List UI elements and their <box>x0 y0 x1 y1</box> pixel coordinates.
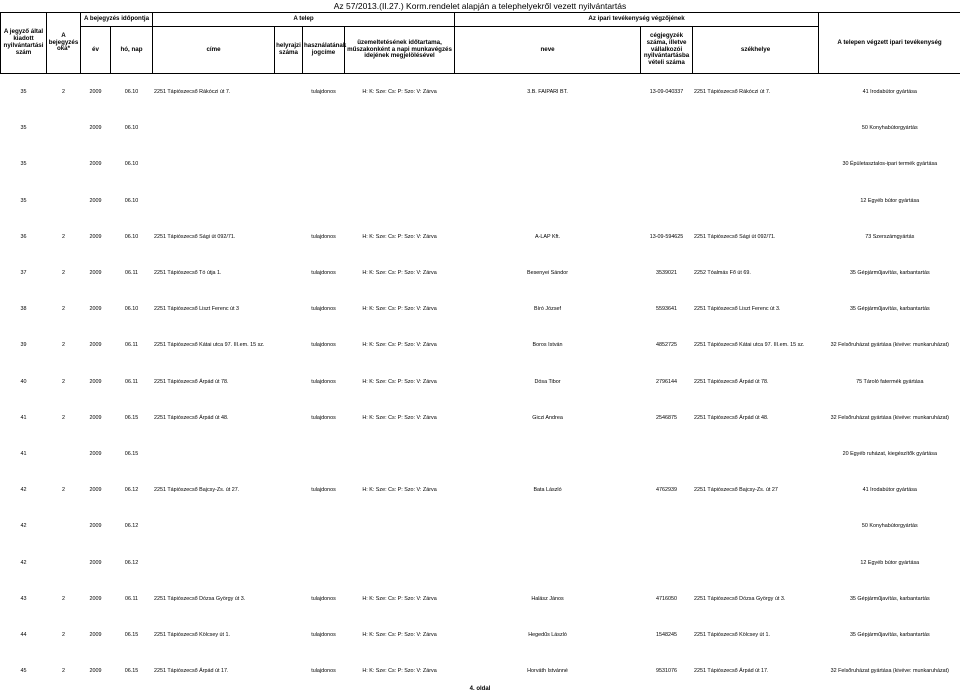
cell-szekhely <box>693 183 819 219</box>
table-row <box>1 436 960 472</box>
cell-helyrajzi-szam <box>275 544 303 580</box>
cell-ev: 2009 <box>81 364 111 400</box>
cell-jogcim <box>303 146 345 182</box>
cell-helyrajzi-szam <box>275 219 303 255</box>
cell-uzemeltetes <box>345 146 455 182</box>
cell-bejegyzes-oka: 2 <box>47 219 81 255</box>
cell-szekhely <box>693 508 819 544</box>
cell-telep-cime <box>153 508 275 544</box>
cell-telep-cime: 2251 Tápiószecső Árpád út 17. <box>153 653 275 689</box>
cell-szekhely: 2251 Tápiószecső Árpád út 17. <box>693 653 819 689</box>
cell-telep-cime: 2251 Tápiószecső Kölcsey út 1. <box>153 617 275 653</box>
table-row <box>1 508 960 544</box>
cell-tevekenyseg: 30 Épületasztalos-ipari termék gyártása <box>819 146 960 182</box>
col-header-bejegyzes-oka: A bejegyzés oka* <box>47 13 81 74</box>
cell-tevekenyseg: 20 Egyéb ruházat, kiegészítők gyártása <box>819 436 960 472</box>
cell-neve <box>455 110 641 146</box>
table-row <box>1 400 960 436</box>
col-header-helyrajzi: helyrajzi száma <box>275 27 303 74</box>
cell-ho-nap: 06.11 <box>111 327 153 363</box>
cell-nyilvantartasi-szam: 43 <box>1 581 47 617</box>
cell-neve <box>455 508 641 544</box>
cell-telep-cime: 2251 Tápiószecső Kátai utca 97. III.em. 15 sz. <box>153 327 275 363</box>
col-header-neve: neve <box>455 27 641 74</box>
cell-ev: 2009 <box>81 436 111 472</box>
cell-jogcim: tulajdonos <box>303 653 345 689</box>
cell-bejegyzes-oka: 2 <box>47 74 81 111</box>
cell-ev: 2009 <box>81 400 111 436</box>
cell-tevekenyseg: 41 Irodabútor gyártása <box>819 74 960 111</box>
cell-tevekenyseg: 73 Szerszámgyártás <box>819 219 960 255</box>
cell-tevekenyseg: 35 Gépjárműjavítás, karbantartás <box>819 617 960 653</box>
cell-cegjegyzek <box>641 436 693 472</box>
registry-table <box>0 12 960 689</box>
cell-nyilvantartasi-szam: 35 <box>1 110 47 146</box>
cell-helyrajzi-szam <box>275 436 303 472</box>
cell-uzemeltetes: H: K: Sze: Cs: P: Szo: V: Zárva <box>345 472 455 508</box>
cell-szekhely: 2251 Tápiószecső Kölcsey út 1. <box>693 617 819 653</box>
cell-neve: Halász János <box>455 581 641 617</box>
cell-uzemeltetes: H: K: Sze: Cs: P: Szo: V: Zárva <box>345 617 455 653</box>
cell-tevekenyseg: 50 Konyhabútorgyártás <box>819 110 960 146</box>
cell-telep-cime: 2251 Tápiószecső Árpád út 48. <box>153 400 275 436</box>
cell-neve: Boros István <box>455 327 641 363</box>
cell-neve: A-LAP Kft. <box>455 219 641 255</box>
document-title: Az 57/2013.(II.27.) Korm.rendelet alapján a telephelyekről vezett nyilvántartás <box>333 1 627 11</box>
cell-ev: 2009 <box>81 653 111 689</box>
cell-helyrajzi-szam <box>275 364 303 400</box>
cell-uzemeltetes: H: K: Sze: Cs: P: Szo: V: Zárva <box>345 364 455 400</box>
cell-neve <box>455 146 641 182</box>
cell-ev: 2009 <box>81 327 111 363</box>
cell-telep-cime: 2251 Tápiószecső Árpád út 78. <box>153 364 275 400</box>
table-row <box>1 617 960 653</box>
cell-jogcim: tulajdonos <box>303 581 345 617</box>
cell-ev: 2009 <box>81 508 111 544</box>
table-row <box>1 472 960 508</box>
cell-helyrajzi-szam <box>275 617 303 653</box>
cell-nyilvantartasi-szam: 42 <box>1 472 47 508</box>
cell-ev: 2009 <box>81 472 111 508</box>
col-header-cime: címe <box>153 27 275 74</box>
cell-neve: Besenyei Sándor <box>455 255 641 291</box>
cell-bejegyzes-oka: 2 <box>47 327 81 363</box>
cell-tevekenyseg: 32 Felsőruházat gyártása (kivéve: munkaruházat) <box>819 653 960 689</box>
cell-cegjegyzek: 5593641 <box>641 291 693 327</box>
cell-helyrajzi-szam <box>275 74 303 111</box>
cell-jogcim: tulajdonos <box>303 219 345 255</box>
cell-nyilvantartasi-szam: 40 <box>1 364 47 400</box>
cell-nyilvantartasi-szam: 45 <box>1 653 47 689</box>
col-header-cegjegyzek: cégjegyzék száma, illetve vállalkozói nyilvántartásba vételi száma <box>641 27 693 74</box>
cell-tevekenyseg: 35 Gépjárműjavítás, karbantartás <box>819 581 960 617</box>
cell-cegjegyzek: 3539021 <box>641 255 693 291</box>
cell-neve <box>455 183 641 219</box>
cell-bejegyzes-oka <box>47 183 81 219</box>
cell-szekhely: 2251 Tápiószecső Rákóczi út 7. <box>693 74 819 111</box>
cell-bejegyzes-oka: 2 <box>47 255 81 291</box>
cell-bejegyzes-oka <box>47 544 81 580</box>
cell-telep-cime: 2251 Tápiószecső Rákóczi út 7. <box>153 74 275 111</box>
cell-ho-nap: 06.12 <box>111 544 153 580</box>
cell-szekhely <box>693 146 819 182</box>
cell-neve: Dósa Tibor <box>455 364 641 400</box>
cell-ev: 2009 <box>81 74 111 111</box>
cell-tevekenyseg: 12 Egyéb bútor gyártása <box>819 544 960 580</box>
cell-tevekenyseg: 32 Felsőruházat gyártása (kivéve: munkaruházat) <box>819 400 960 436</box>
table-row <box>1 219 960 255</box>
cell-ho-nap: 06.10 <box>111 291 153 327</box>
cell-nyilvantartasi-szam: 42 <box>1 544 47 580</box>
cell-jogcim <box>303 110 345 146</box>
cell-uzemeltetes: H: K: Sze: Cs: P: Szo: V: Zárva <box>345 255 455 291</box>
cell-ev: 2009 <box>81 255 111 291</box>
cell-uzemeltetes: H: K: Sze: Cs: P: Szo: V: Zárva <box>345 291 455 327</box>
cell-uzemeltetes: H: K: Sze: Cs: P: Szo: V: Zárva <box>345 74 455 111</box>
cell-szekhely <box>693 544 819 580</box>
cell-uzemeltetes: H: K: Sze: Cs: P: Szo: V: Zárva <box>345 219 455 255</box>
cell-jogcim: tulajdonos <box>303 327 345 363</box>
cell-telep-cime: 2251 Tápiószecső Liszt Ferenc út 3 <box>153 291 275 327</box>
cell-cegjegyzek: 1548245 <box>641 617 693 653</box>
table-row <box>1 291 960 327</box>
cell-cegjegyzek: 9531076 <box>641 653 693 689</box>
col-group-ipari: Az ipari tevékenység végzőjének <box>455 13 819 27</box>
cell-nyilvantartasi-szam: 35 <box>1 146 47 182</box>
cell-ev: 2009 <box>81 617 111 653</box>
table-row <box>1 653 960 689</box>
cell-bejegyzes-oka: 2 <box>47 472 81 508</box>
cell-telep-cime <box>153 183 275 219</box>
cell-szekhely: 2251 Tápiószecső Árpád út 48. <box>693 400 819 436</box>
cell-cegjegyzek <box>641 146 693 182</box>
cell-ho-nap: 06.15 <box>111 617 153 653</box>
cell-cegjegyzek <box>641 110 693 146</box>
cell-neve: Giczi Andrea <box>455 400 641 436</box>
cell-neve: Horváth Istvánné <box>455 653 641 689</box>
cell-nyilvantartasi-szam: 35 <box>1 183 47 219</box>
cell-tevekenyseg: 41 Irodabútor gyártása <box>819 472 960 508</box>
table-body <box>1 74 960 690</box>
cell-ev: 2009 <box>81 146 111 182</box>
cell-bejegyzes-oka: 2 <box>47 291 81 327</box>
cell-bejegyzes-oka <box>47 110 81 146</box>
cell-bejegyzes-oka: 2 <box>47 364 81 400</box>
cell-ho-nap: 06.11 <box>111 364 153 400</box>
cell-jogcim: tulajdonos <box>303 364 345 400</box>
cell-uzemeltetes <box>345 110 455 146</box>
cell-tevekenyseg: 50 Konyhabútorgyártás <box>819 508 960 544</box>
table-row <box>1 364 960 400</box>
cell-telep-cime: 2251 Tápiószecső Tó útja 1. <box>153 255 275 291</box>
cell-telep-cime <box>153 110 275 146</box>
cell-cegjegyzek: 4762939 <box>641 472 693 508</box>
cell-jogcim: tulajdonos <box>303 291 345 327</box>
cell-szekhely: 2252 Tóalmás Fő út 69. <box>693 255 819 291</box>
cell-bejegyzes-oka <box>47 436 81 472</box>
page-number: 4. oldal <box>469 686 491 692</box>
cell-szekhely: 2251 Tápiószecső Dózsa György út 3. <box>693 581 819 617</box>
col-header-szekhelye: székhelye <box>693 27 819 74</box>
cell-jogcim: tulajdonos <box>303 617 345 653</box>
cell-cegjegyzek <box>641 508 693 544</box>
cell-nyilvantartasi-szam: 35 <box>1 74 47 111</box>
cell-cegjegyzek <box>641 183 693 219</box>
cell-helyrajzi-szam <box>275 183 303 219</box>
cell-telep-cime <box>153 436 275 472</box>
cell-nyilvantartasi-szam: 41 <box>1 400 47 436</box>
cell-ev: 2009 <box>81 581 111 617</box>
cell-jogcim <box>303 508 345 544</box>
cell-telep-cime <box>153 544 275 580</box>
cell-telep-cime: 2251 Tápiószecső Sági út 092/71. <box>153 219 275 255</box>
table-row <box>1 581 960 617</box>
cell-helyrajzi-szam <box>275 110 303 146</box>
col-group-telep: A telep <box>153 13 455 27</box>
cell-nyilvantartasi-szam: 38 <box>1 291 47 327</box>
cell-helyrajzi-szam <box>275 653 303 689</box>
cell-ev: 2009 <box>81 219 111 255</box>
cell-jogcim: tulajdonos <box>303 255 345 291</box>
cell-telep-cime: 2251 Tápiószecső Dózsa György út 3. <box>153 581 275 617</box>
cell-neve <box>455 544 641 580</box>
cell-nyilvantartasi-szam: 37 <box>1 255 47 291</box>
cell-telep-cime <box>153 146 275 182</box>
cell-szekhely: 2251 Tápiószecső Árpád út 78. <box>693 364 819 400</box>
table-row <box>1 327 960 363</box>
cell-tevekenyseg: 12 Egyéb bútor gyártása <box>819 183 960 219</box>
cell-uzemeltetes: H: K: Sze: Cs: P: Szo: V: Zárva <box>345 581 455 617</box>
cell-bejegyzes-oka <box>47 146 81 182</box>
cell-helyrajzi-szam <box>275 146 303 182</box>
cell-helyrajzi-szam <box>275 291 303 327</box>
cell-tevekenyseg: 32 Felsőruházat gyártása (kivéve: munkaruházat) <box>819 327 960 363</box>
table-header <box>1 13 960 74</box>
col-header-ho-nap: hó, nap <box>111 27 153 74</box>
cell-cegjegyzek: 2796144 <box>641 364 693 400</box>
cell-ho-nap: 06.15 <box>111 400 153 436</box>
cell-bejegyzes-oka <box>47 508 81 544</box>
cell-uzemeltetes: H: K: Sze: Cs: P: Szo: V: Zárva <box>345 653 455 689</box>
col-header-tevekenyseg: A telepen végzett ipari tevékenység <box>819 13 960 74</box>
col-header-jegyzo-szam: A jegyző által kiadott nyilvántartási szám <box>1 13 47 74</box>
cell-szekhely: 2251 Tápiószecső Bajcsy-Zs. út 27 <box>693 472 819 508</box>
cell-bejegyzes-oka: 2 <box>47 653 81 689</box>
cell-ho-nap: 06.10 <box>111 219 153 255</box>
cell-nyilvantartasi-szam: 42 <box>1 508 47 544</box>
cell-helyrajzi-szam <box>275 327 303 363</box>
cell-neve <box>455 436 641 472</box>
cell-ho-nap: 06.11 <box>111 581 153 617</box>
cell-bejegyzes-oka: 2 <box>47 400 81 436</box>
cell-jogcim: tulajdonos <box>303 472 345 508</box>
cell-neve: 3.B. FAIPARI BT. <box>455 74 641 111</box>
cell-szekhely: 2251 Tápiószecső Sági út 092/71. <box>693 219 819 255</box>
cell-cegjegyzek: 13-09-040337 <box>641 74 693 111</box>
cell-helyrajzi-szam <box>275 400 303 436</box>
table-row <box>1 110 960 146</box>
cell-cegjegyzek: 4716050 <box>641 581 693 617</box>
cell-helyrajzi-szam <box>275 255 303 291</box>
cell-jogcim <box>303 436 345 472</box>
col-header-hasznalat: használatának jogcíme <box>303 27 345 74</box>
cell-cegjegyzek <box>641 544 693 580</box>
cell-nyilvantartasi-szam: 39 <box>1 327 47 363</box>
cell-jogcim: tulajdonos <box>303 74 345 111</box>
col-group-idopont: A bejegyzés időpontja <box>81 13 153 27</box>
cell-tevekenyseg: 75 Tároló fatermék gyártása <box>819 364 960 400</box>
cell-ev: 2009 <box>81 291 111 327</box>
cell-cegjegyzek: 13-09-594625 <box>641 219 693 255</box>
cell-ho-nap: 06.11 <box>111 255 153 291</box>
cell-ho-nap: 06.12 <box>111 472 153 508</box>
cell-tevekenyseg: 35 Gépjárműjavítás, karbantartás <box>819 291 960 327</box>
cell-helyrajzi-szam <box>275 472 303 508</box>
cell-neve: Bíró József <box>455 291 641 327</box>
cell-szekhely: 2251 Tápiószecső Kátai utca 97. III.em. 15 sz. <box>693 327 819 363</box>
cell-neve: Bata László <box>455 472 641 508</box>
col-header-uzemeltetes: üzemeltetésének időtartama, műszakonként a napi munkavégzés idejének megjelölésével <box>345 27 455 74</box>
cell-uzemeltetes <box>345 544 455 580</box>
table-row <box>1 146 960 182</box>
cell-helyrajzi-szam <box>275 508 303 544</box>
cell-tevekenyseg: 35 Gépjárműjavítás, karbantartás <box>819 255 960 291</box>
cell-uzemeltetes <box>345 508 455 544</box>
table-row <box>1 74 960 111</box>
table-row <box>1 255 960 291</box>
cell-helyrajzi-szam <box>275 581 303 617</box>
cell-szekhely: 2251 Tápiószecső Liszt Ferenc út 3. <box>693 291 819 327</box>
cell-ho-nap: 06.10 <box>111 110 153 146</box>
cell-neve: Hegedűs László <box>455 617 641 653</box>
cell-szekhely <box>693 436 819 472</box>
cell-jogcim: tulajdonos <box>303 400 345 436</box>
cell-ev: 2009 <box>81 183 111 219</box>
col-header-ev: év <box>81 27 111 74</box>
cell-cegjegyzek: 2546875 <box>641 400 693 436</box>
table-row <box>1 183 960 219</box>
cell-uzemeltetes <box>345 436 455 472</box>
cell-jogcim <box>303 183 345 219</box>
cell-bejegyzes-oka: 2 <box>47 581 81 617</box>
cell-uzemeltetes: H: K: Sze: Cs: P: Szo: V: Zárva <box>345 400 455 436</box>
cell-ho-nap: 06.15 <box>111 653 153 689</box>
cell-ho-nap: 06.10 <box>111 183 153 219</box>
cell-nyilvantartasi-szam: 41 <box>1 436 47 472</box>
cell-ho-nap: 06.10 <box>111 146 153 182</box>
table-row <box>1 544 960 580</box>
cell-nyilvantartasi-szam: 36 <box>1 219 47 255</box>
cell-uzemeltetes <box>345 183 455 219</box>
cell-ev: 2009 <box>81 110 111 146</box>
cell-jogcim <box>303 544 345 580</box>
cell-ho-nap: 06.12 <box>111 508 153 544</box>
cell-szekhely <box>693 110 819 146</box>
cell-telep-cime: 2251 Tápiószecső Bajcsy-Zs. út 27. <box>153 472 275 508</box>
cell-ho-nap: 06.10 <box>111 74 153 111</box>
cell-bejegyzes-oka: 2 <box>47 617 81 653</box>
cell-cegjegyzek: 4852725 <box>641 327 693 363</box>
cell-uzemeltetes: H: K: Sze: Cs: P: Szo: V: Zárva <box>345 327 455 363</box>
cell-nyilvantartasi-szam: 44 <box>1 617 47 653</box>
cell-ho-nap: 06.15 <box>111 436 153 472</box>
cell-ev: 2009 <box>81 544 111 580</box>
